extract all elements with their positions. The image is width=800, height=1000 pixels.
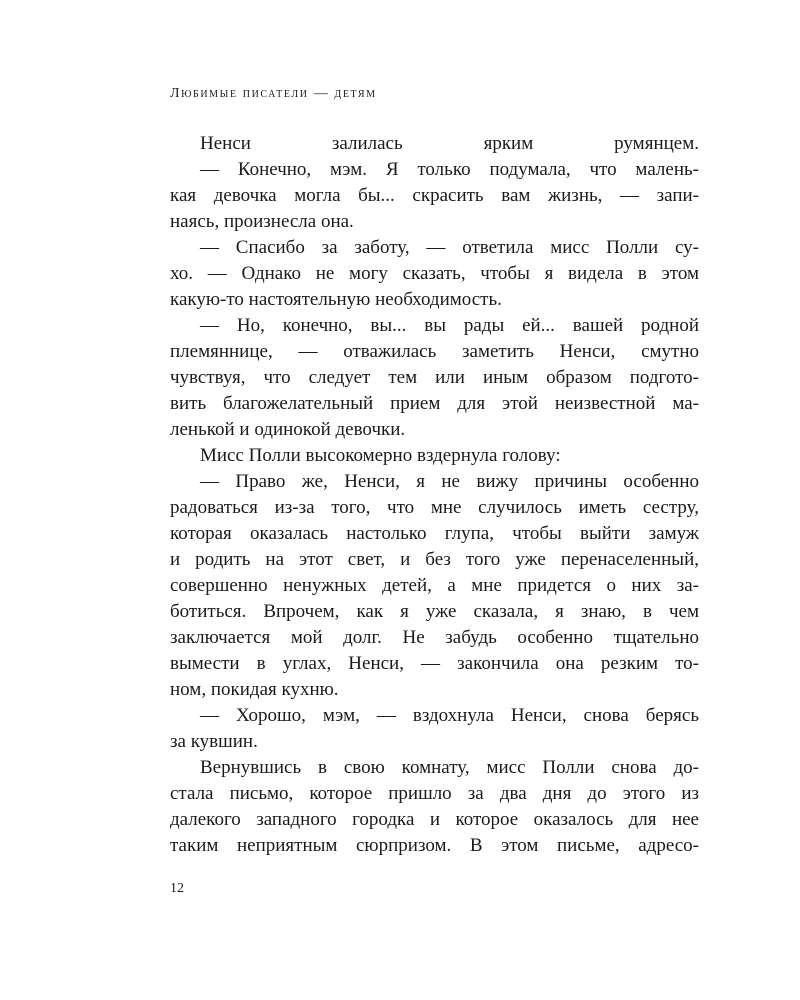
text-line: радоваться из-за того, что мне случилось иметь сестру, <box>170 497 699 518</box>
text-line: какую-то настоятельную необходимость. <box>170 289 502 310</box>
text-line: ботиться. Впрочем, как я уже сказала, я знаю, в чем <box>170 601 699 622</box>
text-line: стала письмо, которое пришло за два дня до этого из <box>170 783 699 804</box>
text-line: ленькой и одинокой девочки. <box>170 419 406 440</box>
text-line: Мисс Полли высокомерно вздернула голову: <box>200 445 561 466</box>
text-line: и родить на этот свет, и без того уже перенаселенный, <box>170 549 699 570</box>
text-line: совершенно ненужных детей, а мне придется о них за- <box>170 575 699 596</box>
text-line: чувствуя, что следует тем или иным образом подгото- <box>170 367 699 388</box>
text-line: Ненси залилась ярким румянцем. <box>200 133 699 154</box>
text-line: — Спасибо за заботу, — ответила мисс Полли су- <box>200 237 699 258</box>
text-line: вымести в углах, Ненси, — закончила она резким то- <box>170 653 699 674</box>
text-line: вить благожелательный прием для этой неизвестной ма- <box>170 393 699 414</box>
text-line: за кувшин. <box>170 731 258 752</box>
page-number: 12 <box>170 881 184 896</box>
text-line: — Право же, Ненси, я не вижу причины особенно <box>200 471 699 492</box>
text-line: наясь, произнесла она. <box>170 211 354 232</box>
text-line: таким неприятным сюрпризом. В этом письме, адресо- <box>170 835 699 856</box>
body-text <box>170 131 699 859</box>
text-line: которая оказалась настолько глупа, чтобы выйти замуж <box>170 523 699 544</box>
text-line: Вернувшись в свою комнату, мисс Полли снова до- <box>200 757 699 778</box>
text-line: племяннице, — отважилась заметить Ненси, смутно <box>170 341 699 362</box>
text-line: заключается мой долг. Не забудь особенно тщательно <box>170 627 699 648</box>
text-line: кая девочка могла бы... скрасить вам жизнь, — запи- <box>170 185 699 206</box>
text-line: ном, покидая кухню. <box>170 679 339 700</box>
text-line: далекого западного городка и которое оказалось для нее <box>170 809 699 830</box>
text-line: — Конечно, мэм. Я только подумала, что малень- <box>200 159 699 180</box>
text-line: хо. — Однако не могу сказать, чтобы я видела в этом <box>170 263 699 284</box>
text-line: — Но, конечно, вы... вы рады ей... вашей родной <box>200 315 699 336</box>
text-line: — Хорошо, мэм, — вздохнула Ненси, снова берясь <box>200 705 699 726</box>
running-head: Любимые писатели — детям <box>170 86 377 101</box>
